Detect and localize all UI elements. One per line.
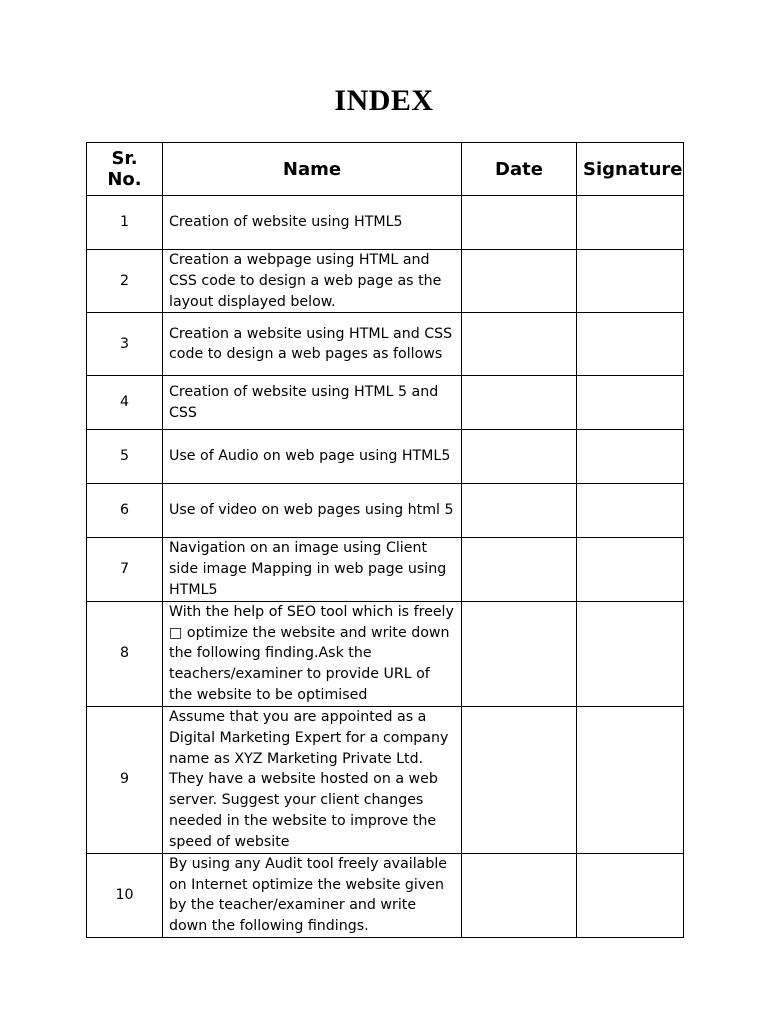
row-signature [577, 430, 684, 484]
header-signature: Signature [577, 143, 684, 196]
table-row [87, 538, 684, 601]
row-date [462, 250, 577, 313]
table-row [87, 376, 684, 430]
row-sr-no: 8 [87, 601, 163, 706]
row-signature [577, 250, 684, 313]
table-row [87, 706, 684, 853]
table-row [87, 853, 684, 937]
index-table [86, 142, 684, 938]
row-signature [577, 853, 684, 937]
row-sr-no: 10 [87, 853, 163, 937]
row-date [462, 313, 577, 376]
row-sr-no: 5 [87, 430, 163, 484]
row-signature [577, 484, 684, 538]
table-header-row [87, 143, 684, 196]
row-name: Creation of website using HTML5 [163, 196, 462, 250]
row-name: By using any Audit tool freely available on Internet optimize the website given by the teacher/examiner and write down the following findings. [163, 853, 462, 937]
row-sr-no: 1 [87, 196, 163, 250]
row-name: Assume that you are appointed as a Digital Marketing Expert for a company name as XYZ Marketing Private Ltd. They have a website hosted on a web server. Suggest your client changes needed in the website to improve the speed of website [163, 706, 462, 853]
header-date: Date [462, 143, 577, 196]
table-row [87, 601, 684, 706]
table-row [87, 484, 684, 538]
table-row [87, 196, 684, 250]
table-row [87, 250, 684, 313]
row-sr-no: 3 [87, 313, 163, 376]
row-signature [577, 196, 684, 250]
row-signature [577, 376, 684, 430]
row-signature [577, 313, 684, 376]
row-name: Creation a website using HTML and CSS code to design a web pages as follows [163, 313, 462, 376]
page-title: INDEX [334, 84, 434, 117]
table-row [87, 430, 684, 484]
row-name: Navigation on an image using Client side image Mapping in web page using HTML5 [163, 538, 462, 601]
row-date [462, 196, 577, 250]
row-date [462, 853, 577, 937]
row-date [462, 601, 577, 706]
row-sr-no: 9 [87, 706, 163, 853]
row-sr-no: 2 [87, 250, 163, 313]
row-date [462, 538, 577, 601]
row-signature [577, 706, 684, 853]
row-name: Creation of website using HTML 5 and CSS [163, 376, 462, 430]
row-name: Creation a webpage using HTML and CSS code to design a web page as the layout displayed below. [163, 250, 462, 313]
row-date [462, 706, 577, 853]
row-name: Use of video on web pages using html 5 [163, 484, 462, 538]
row-signature [577, 601, 684, 706]
header-sr-no: Sr. No. [87, 143, 163, 196]
row-sr-no: 6 [87, 484, 163, 538]
row-signature [577, 538, 684, 601]
row-date [462, 484, 577, 538]
row-date [462, 430, 577, 484]
row-sr-no: 7 [87, 538, 163, 601]
row-name: Use of Audio on web page using HTML5 [163, 430, 462, 484]
table-row [87, 313, 684, 376]
row-sr-no: 4 [87, 376, 163, 430]
row-date [462, 376, 577, 430]
row-name: With the help of SEO tool which is freely □ optimize the website and write down the following finding.Ask the teachers/examiner to provide URL of the website to be optimised [163, 601, 462, 706]
header-name: Name [163, 143, 462, 196]
